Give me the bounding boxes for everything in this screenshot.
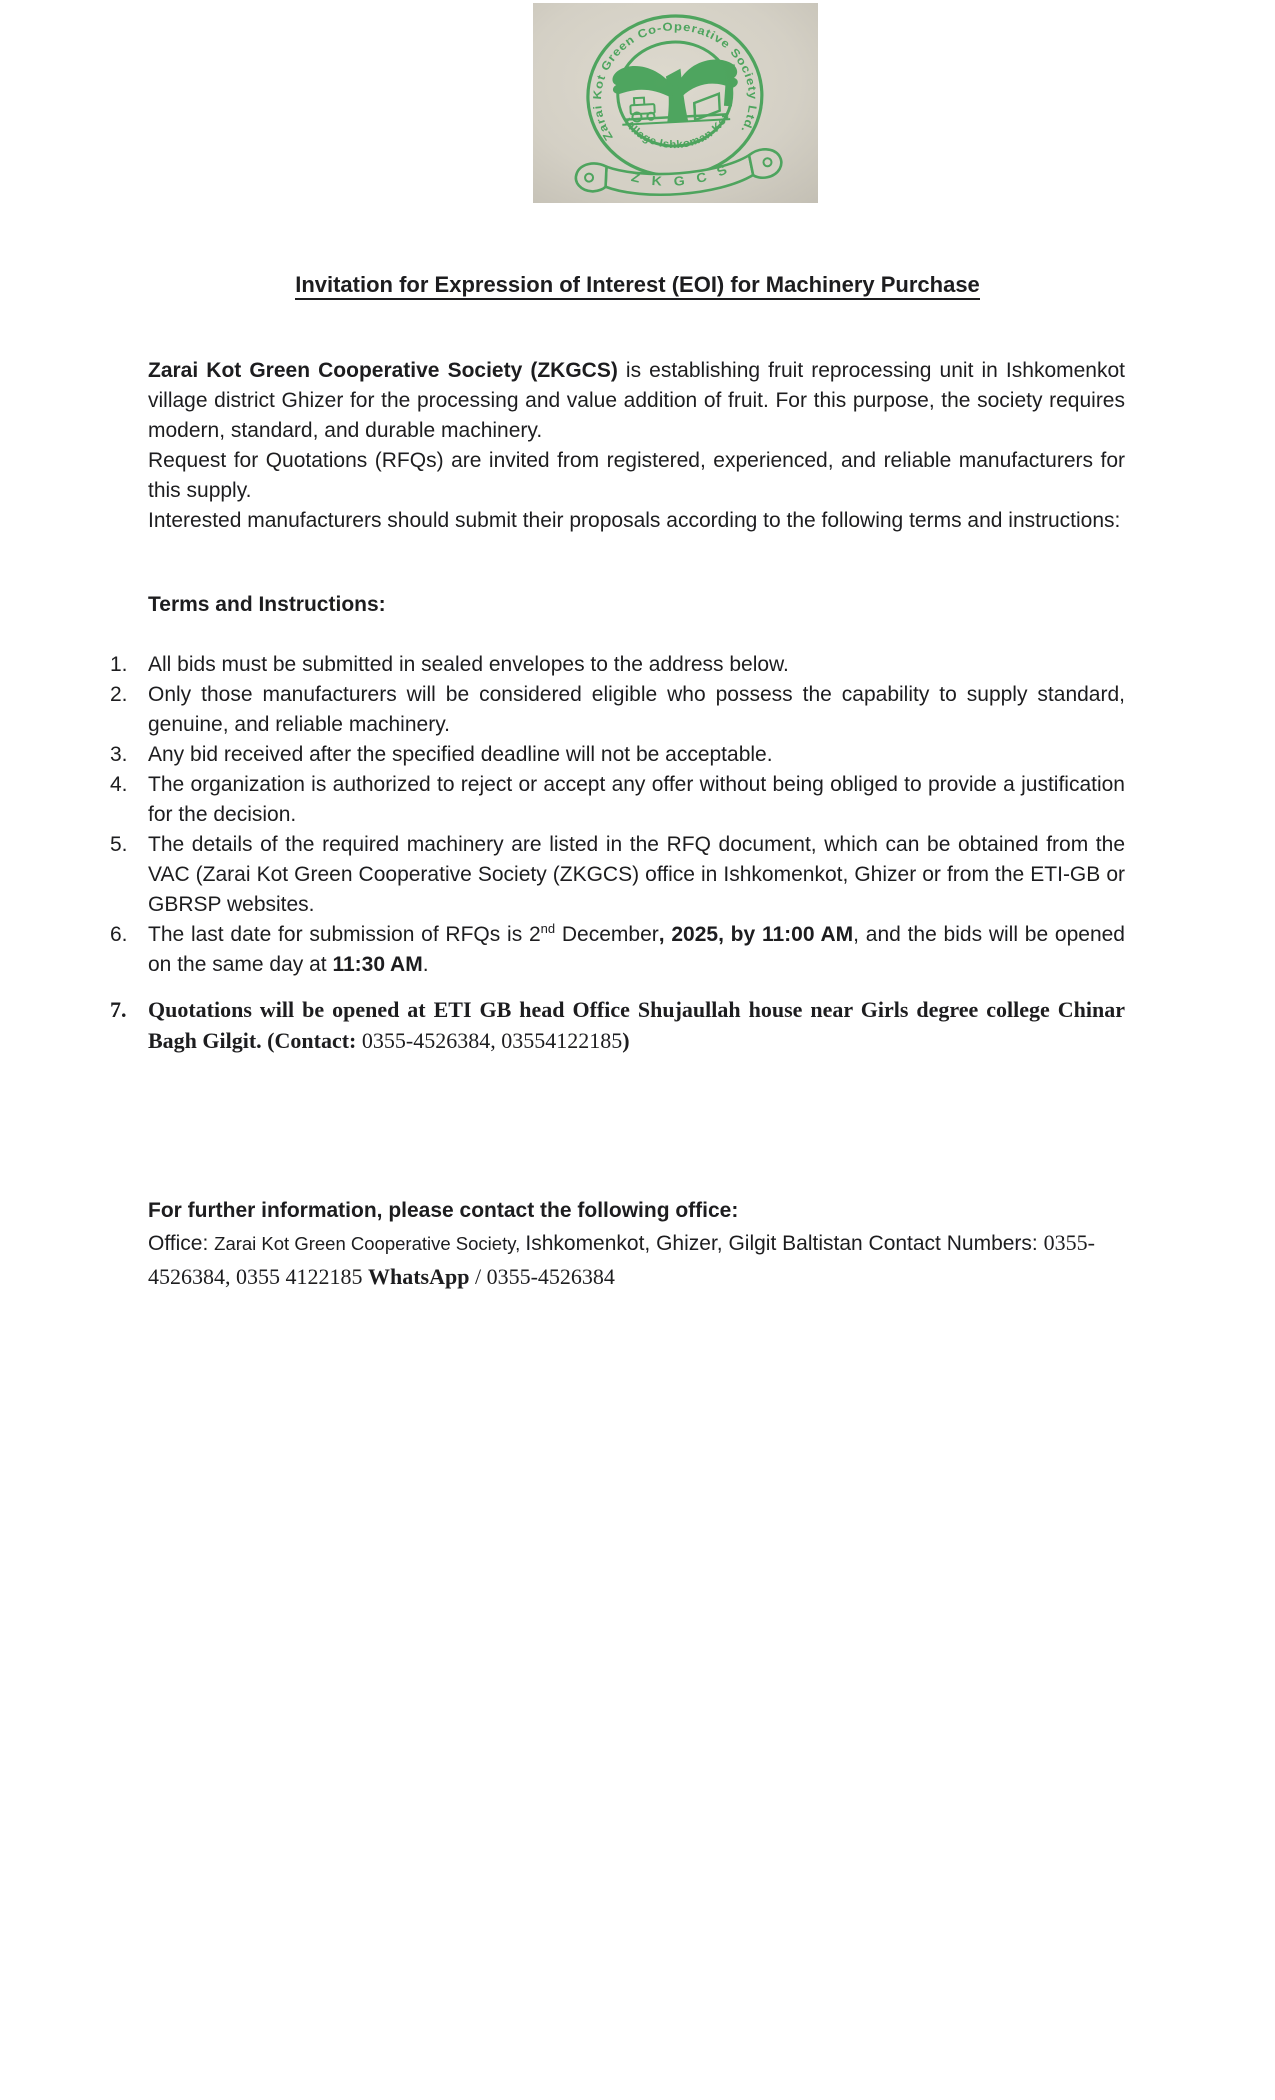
ordinal-superscript: nd	[540, 921, 556, 936]
text-segment: .	[422, 953, 429, 976]
office-address: Ishkomenkot, Ghizer, Gilgit Baltistan Contact Numbers:	[525, 1232, 1044, 1255]
term-item-6	[110, 920, 1125, 980]
list-number: 5.	[110, 833, 128, 856]
deadline-bold: , 2025, by 11:00 AM	[658, 923, 854, 946]
term-item-3	[110, 740, 1125, 770]
whatsapp-number: / 0355-4526384	[469, 1264, 615, 1289]
term-item-text	[148, 923, 1125, 976]
society-name-bold: Zarai Kot Green Cooperative Society (ZKGCS)	[148, 359, 618, 382]
opening-location-bold: Quotations will be opened at ETI GB head Office Shujaullah house near Girls degree college Chinar Bagh Gilgit. (Contact:	[148, 997, 1125, 1053]
term-item-4	[110, 770, 1125, 830]
term-item-text: The details of the required machinery are listed in the RFQ document, which can be obtained from the VAC (Zarai Kot Green Cooperative Society (ZKGCS) office in Ishkomenkot, Ghizer or from the ETI-GB or GBRSP websites.	[148, 833, 1125, 916]
terms-list	[110, 650, 1125, 1056]
list-number: 1.	[110, 653, 128, 676]
list-number: 3.	[110, 743, 128, 766]
text-segment: December	[555, 923, 659, 946]
document-body	[110, 356, 1125, 1294]
term-item-text: Any bid received after the specified deadline will not be acceptable.	[148, 743, 773, 766]
term-item-1	[110, 650, 1125, 680]
list-number: 2.	[110, 683, 128, 706]
footer-heading: For further information, please contact the following office:	[148, 1199, 739, 1222]
intro-paragraph-1	[148, 356, 1125, 446]
logo-photo	[533, 3, 818, 203]
opening-time-bold: 11:30 AM	[332, 953, 423, 976]
zkgcs-stamp-logo	[533, 3, 818, 203]
term-item-text: All bids must be submitted in sealed envelopes to the address below.	[148, 653, 789, 676]
term-item-text: The organization is authorized to reject or accept any offer without being obliged to provide a justification for the decision.	[148, 773, 1125, 826]
list-number: 6.	[110, 923, 128, 946]
text-segment: is establishing fruit reprocessing unit in Ishkomenkot village district Ghizer for the processing and value addition of fruit. For this purpose, the society requires modern, standard, and durable machinery.	[148, 359, 1125, 442]
document-title	[0, 270, 1275, 300]
text-segment: , and the bids will be opened on the same day at	[148, 923, 1125, 976]
term-item-5	[110, 830, 1125, 920]
stamp-ring-text: Zarai Kot Green Co-Operative Society Ltd.	[591, 21, 759, 143]
text-segment: )	[622, 1028, 630, 1053]
intro-paragraph-3: Interested manufacturers should submit their proposals according to the following terms and instructions:	[148, 509, 1121, 532]
whatsapp-label: WhatsApp	[368, 1264, 470, 1289]
phone-numbers: 0355-4526384, 0355 4122185	[148, 1230, 1095, 1289]
stamp-banner-text: Z K G C S	[629, 160, 733, 189]
stamp-village-text: Village Ishkoman Kot	[620, 111, 732, 152]
term-item-7	[110, 994, 1125, 1056]
society-name: Zarai Kot Green Cooperative Society,	[214, 1233, 526, 1254]
document-title-text: Invitation for Expression of Interest (EOI) for Machinery Purchase	[295, 272, 980, 300]
term-item-2	[110, 680, 1125, 740]
office-label: Office:	[148, 1232, 215, 1255]
list-number: 4.	[110, 773, 128, 796]
term-item-text	[148, 997, 1125, 1053]
text-segment: The last date for submission of RFQs is 2	[148, 923, 541, 946]
intro-paragraph-2: Request for Quotations (RFQs) are invited from registered, experienced, and reliable manufacturers for this supply.	[148, 449, 1125, 502]
contact-numbers: 0355-4526384, 03554122185	[361, 1028, 623, 1053]
footer-contact-section	[148, 1196, 1125, 1294]
list-number: 7.	[110, 997, 127, 1022]
terms-heading: Terms and Instructions:	[148, 593, 386, 616]
term-item-text: Only those manufacturers will be considered eligible who possess the capability to supply standard, genuine, and reliable machinery.	[148, 683, 1125, 736]
contact-line	[148, 1226, 1125, 1294]
